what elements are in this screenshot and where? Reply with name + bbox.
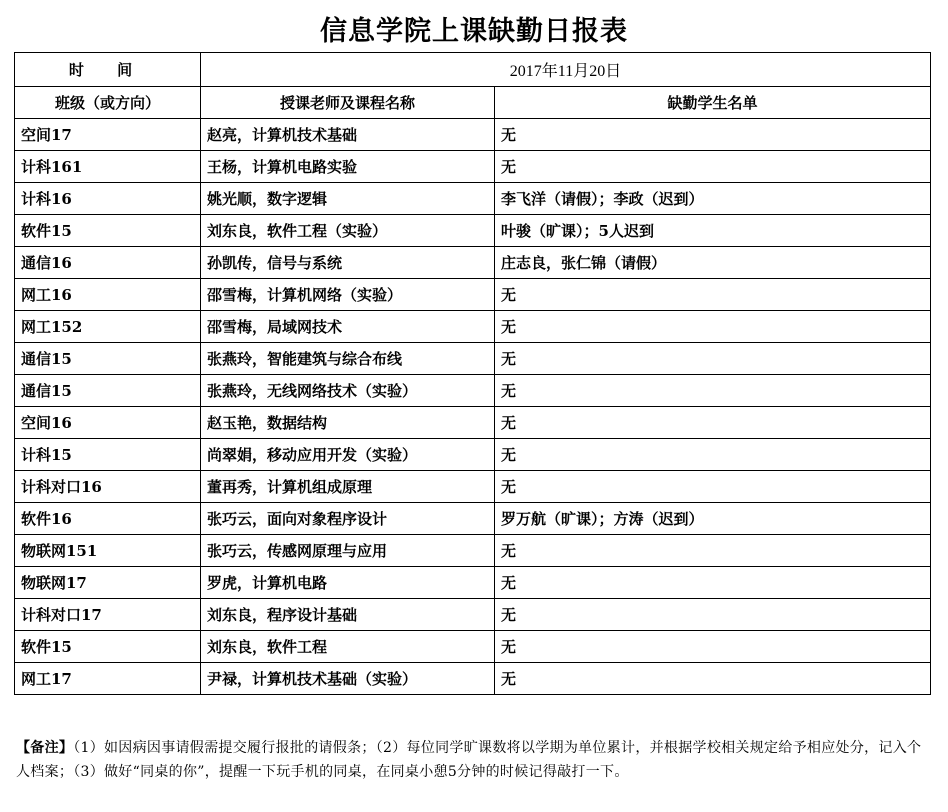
course-cell: 邵雪梅，计算机网络（实验） xyxy=(201,279,495,311)
absence-report-table xyxy=(14,52,931,695)
absent-cell: 无 xyxy=(495,599,931,631)
class-cell: 网工16 xyxy=(15,279,201,311)
course-cell: 张燕玲，无线网络技术（实验） xyxy=(201,375,495,407)
table-row xyxy=(15,567,931,599)
course-cell: 尚翠娟，移动应用开发（实验） xyxy=(201,439,495,471)
absent-cell: 无 xyxy=(495,279,931,311)
table-row xyxy=(15,119,931,151)
remarks xyxy=(16,736,930,784)
course-cell: 刘东良，软件工程 xyxy=(201,631,495,663)
class-cell: 软件15 xyxy=(15,631,201,663)
class-cell: 计科161 xyxy=(15,151,201,183)
absent-cell: 李飞洋（请假）；李政（迟到） xyxy=(495,183,931,215)
absent-cell: 无 xyxy=(495,375,931,407)
class-cell: 空间17 xyxy=(15,119,201,151)
absent-cell: 无 xyxy=(495,151,931,183)
table-row xyxy=(15,439,931,471)
table-row xyxy=(15,247,931,279)
class-cell: 空间16 xyxy=(15,407,201,439)
header-row xyxy=(15,87,931,119)
remarks-label: 【备注】 xyxy=(16,740,74,756)
course-column-header: 授课老师及课程名称 xyxy=(201,87,495,119)
class-cell: 计科15 xyxy=(15,439,201,471)
table-row xyxy=(15,375,931,407)
table-row xyxy=(15,599,931,631)
course-cell: 尹禄，计算机技术基础（实验） xyxy=(201,663,495,695)
course-cell: 张巧云，传感网原理与应用 xyxy=(201,535,495,567)
class-cell: 软件16 xyxy=(15,503,201,535)
absent-cell: 无 xyxy=(495,407,931,439)
course-cell: 张燕玲，智能建筑与综合布线 xyxy=(201,343,495,375)
absent-cell: 无 xyxy=(495,567,931,599)
absent-cell: 无 xyxy=(495,343,931,375)
course-cell: 孙凯传，信号与系统 xyxy=(201,247,495,279)
remarks-text: （1）如因病因事请假需提交履行报批的请假条；（2）每位同学旷课数将以学期为单位累计，并根据学校相关规定给予相应处分，记入个人档案；（3）做好“同桌的你”，提醒一下玩手机的同桌，在同桌小憩5分钟的时候记得敲打一下。 xyxy=(16,740,922,780)
time-row xyxy=(15,53,931,87)
report-date: 2017年11月20日 xyxy=(201,53,931,87)
course-cell: 邵雪梅，局域网技术 xyxy=(201,311,495,343)
course-cell: 张巧云，面向对象程序设计 xyxy=(201,503,495,535)
class-cell: 计科对口16 xyxy=(15,471,201,503)
table-row xyxy=(15,279,931,311)
absent-cell: 叶骏（旷课）；5人迟到 xyxy=(495,215,931,247)
class-cell: 网工17 xyxy=(15,663,201,695)
time-label: 时 间 xyxy=(15,53,201,87)
class-cell: 通信15 xyxy=(15,375,201,407)
course-cell: 赵玉艳，数据结构 xyxy=(201,407,495,439)
course-cell: 王杨，计算机电路实验 xyxy=(201,151,495,183)
course-cell: 刘东良，软件工程（实验） xyxy=(201,215,495,247)
table-row xyxy=(15,407,931,439)
table-row xyxy=(15,215,931,247)
table-row xyxy=(15,311,931,343)
table-row xyxy=(15,183,931,215)
class-cell: 通信15 xyxy=(15,343,201,375)
course-cell: 赵亮，计算机技术基础 xyxy=(201,119,495,151)
table-row xyxy=(15,663,931,695)
class-cell: 物联网151 xyxy=(15,535,201,567)
class-column-header: 班级（或方向） xyxy=(15,87,201,119)
class-cell: 计科对口17 xyxy=(15,599,201,631)
course-cell: 姚光顺，数字逻辑 xyxy=(201,183,495,215)
course-cell: 刘东良，程序设计基础 xyxy=(201,599,495,631)
absent-column-header: 缺勤学生名单 xyxy=(495,87,931,119)
table-row xyxy=(15,471,931,503)
class-cell: 物联网17 xyxy=(15,567,201,599)
absent-cell: 无 xyxy=(495,663,931,695)
absent-cell: 罗万航（旷课）；方涛（迟到） xyxy=(495,503,931,535)
absent-cell: 无 xyxy=(495,311,931,343)
absent-cell: 无 xyxy=(495,631,931,663)
absent-cell: 无 xyxy=(495,471,931,503)
table-row xyxy=(15,151,931,183)
course-cell: 罗虎，计算机电路 xyxy=(201,567,495,599)
table-row xyxy=(15,503,931,535)
absent-cell: 庄志良，张仁锦（请假） xyxy=(495,247,931,279)
class-cell: 网工152 xyxy=(15,311,201,343)
table-row xyxy=(15,535,931,567)
class-cell: 通信16 xyxy=(15,247,201,279)
report-title: 信息学院上课缺勤日报表 xyxy=(320,16,628,47)
table-row xyxy=(15,631,931,663)
table-row xyxy=(15,343,931,375)
course-cell: 董再秀，计算机组成原理 xyxy=(201,471,495,503)
absent-cell: 无 xyxy=(495,535,931,567)
class-cell: 软件15 xyxy=(15,215,201,247)
class-cell: 计科16 xyxy=(15,183,201,215)
absent-cell: 无 xyxy=(495,119,931,151)
absent-cell: 无 xyxy=(495,439,931,471)
